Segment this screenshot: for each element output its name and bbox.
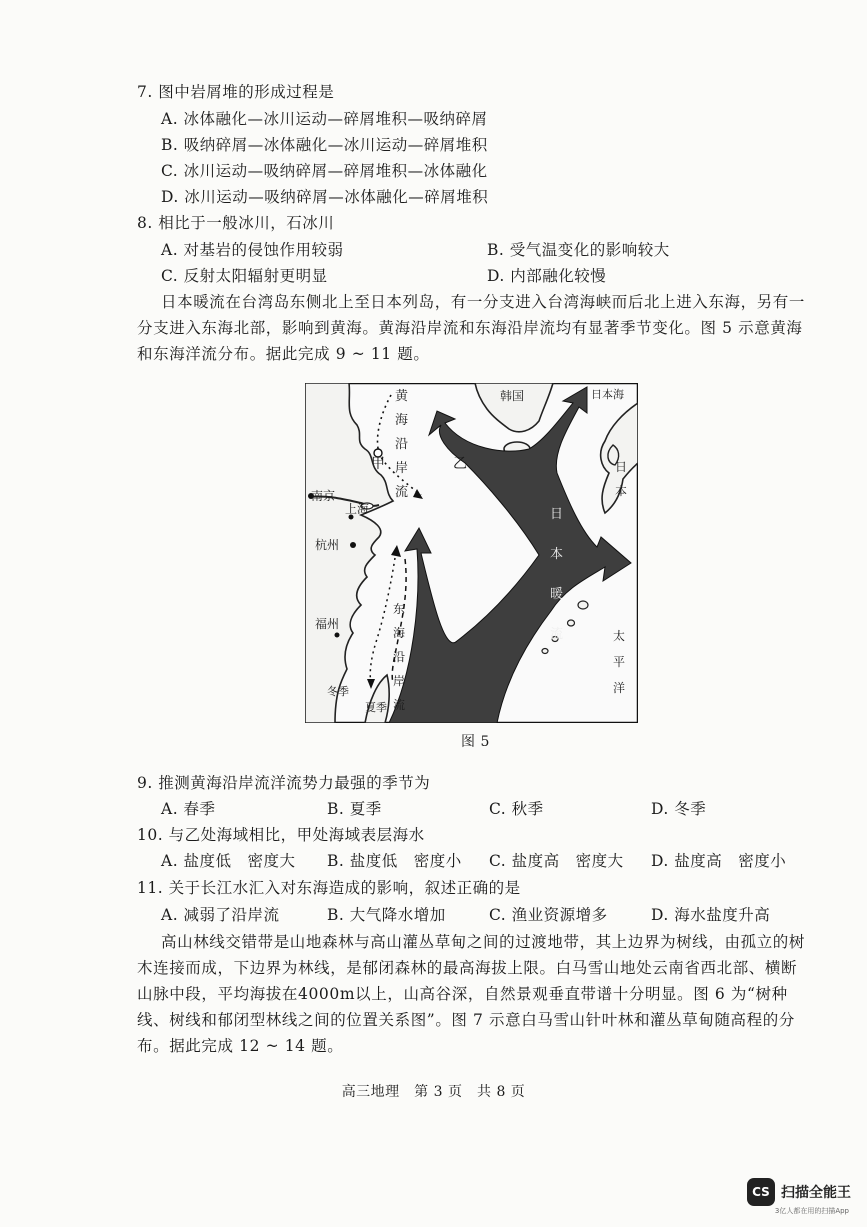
scanner-logo-icon: CS	[747, 1178, 775, 1206]
passage-ocean-currents: 日本暖流在台湾岛东侧北上至日本列岛，有一分支进入台湾海峡而后北上进入东海，另有一分支进入东海北部，影响到黄海。黄海沿岸流和东海沿岸流均有显著季节变化。图 5 示意黄海和东海洋流分布。据此完成 9 ~ 11 题。	[137, 293, 806, 363]
label-summer: 夏季	[365, 701, 387, 714]
q11-option-c: C. 渔业资源增多	[489, 906, 608, 924]
q7-option-a: A. 冰体融化—冰川运动—碎屑堆积—吸纳碎屑	[161, 110, 488, 128]
label-yellow-sea-current: 黄海沿岸流	[395, 389, 409, 500]
q8-option-d: D. 内部融化较慢	[487, 267, 607, 285]
label-yi: 乙	[453, 456, 467, 472]
q9-option-d: D. 冬季	[651, 800, 707, 818]
q11-stem: 11. 关于长江水汇入对东海造成的影响，叙述正确的是	[137, 879, 521, 897]
figure-caption: 图 5	[461, 734, 490, 750]
label-nanjing: 南京	[311, 489, 336, 503]
q10-option-c: C. 盐度高 密度大	[489, 852, 624, 870]
q9-option-a: A. 春季	[161, 800, 216, 818]
q8-option-a: A. 对基岩的侵蚀作用较弱	[161, 241, 344, 259]
label-sea-of-japan: 日本海	[591, 388, 624, 401]
label-hangzhou: 杭州	[315, 538, 340, 552]
q7-option-d: D. 冰川运动—吸纳碎屑—冰体融化—碎屑堆积	[161, 188, 489, 206]
q10-stem: 10. 与乙处海域相比，甲处海域表层海水	[137, 826, 425, 844]
q7-option-c: C. 冰川运动—吸纳碎屑—碎屑堆积—冰体融化	[161, 162, 488, 180]
q8-stem: 8. 相比于一般冰川，石冰川	[137, 214, 335, 232]
q11-option-a: A. 减弱了沿岸流	[161, 906, 280, 924]
map-labels	[305, 383, 638, 723]
label-japan: 日本	[615, 460, 628, 498]
page-footer: 高三地理 第 3 页 共 8 页	[341, 1084, 526, 1100]
q10-option-d: D. 盐度高 密度小	[651, 852, 787, 870]
q10-option-a: A. 盐度低 密度大	[161, 852, 296, 870]
label-east-sea-current: 东海沿岸流	[393, 602, 406, 712]
q11-option-b: B. 大气降水增加	[327, 906, 446, 924]
passage-timberline: 高山林线交错带是山地森林与高山灌丛草甸之间的过渡地带，其上边界为树线，由孤立的树木连接而成，下边界为林线，是郁闭森林的最高海拔上限。白马雪山地处云南省西北部、横断山脉中段，平均海拔在4000m以上，山高谷深，自然景观垂直带谱十分明显。图 6 为“树种线、树线和郁闭型林线之间的位置关系图”。图 7 示意白马雪山针叶林和灌丛草甸随高程的分布。据此完成 12 ~ 14 题。	[137, 933, 806, 1055]
q9-option-b: B. 夏季	[327, 800, 382, 818]
q7-stem: 7. 图中岩屑堆的形成过程是	[137, 83, 335, 101]
scanner-watermark	[747, 1178, 851, 1206]
label-shanghai: 上海	[345, 502, 370, 516]
q9-stem: 9. 推测黄海沿岸流洋流势力最强的季节为	[137, 774, 431, 792]
label-pacific: 太平洋	[613, 629, 626, 695]
scanner-tagline: 3亿人都在用的扫描App	[774, 1207, 849, 1215]
q10-option-b: B. 盐度低 密度小	[327, 852, 462, 870]
label-fuzhou: 福州	[315, 617, 340, 631]
label-winter: 冬季	[327, 685, 349, 698]
q7-option-b: B. 吸纳碎屑—冰体融化—冰川运动—碎屑堆积	[161, 136, 488, 154]
scanner-name: 扫描全能王	[781, 1185, 851, 1201]
label-kuroshio: 日本暖流	[550, 507, 564, 642]
q8-option-c: C. 反射太阳辐射更明显	[161, 267, 328, 285]
q8-option-b: B. 受气温变化的影响较大	[487, 241, 670, 259]
label-korea: 韩国	[500, 389, 525, 403]
label-jia: 甲	[371, 456, 385, 472]
q11-option-d: D. 海水盐度升高	[651, 906, 771, 924]
q9-option-c: C. 秋季	[489, 800, 544, 818]
